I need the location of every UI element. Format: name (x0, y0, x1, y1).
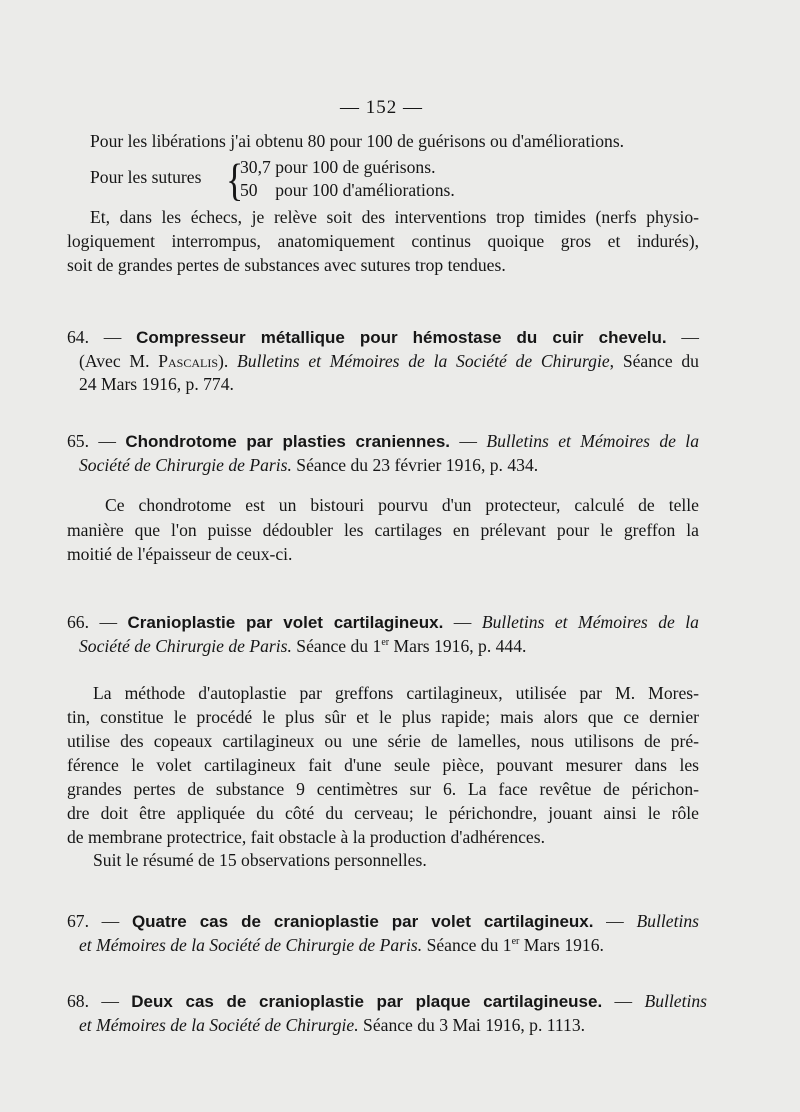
coauthor-name: Pascalis (158, 351, 219, 371)
entry-67-journal: Bulletins (636, 911, 699, 931)
entry-66-title: Cranioplastie par volet cartilagineux. (127, 613, 444, 632)
entry-66-para-line-1: La méthode d'autoplastie par greffons cartilagineux, utilisée par M. Mores- (93, 683, 699, 703)
page-number: — 152 — (340, 97, 423, 118)
entry-67-number: 67. (67, 911, 89, 931)
entry-66-para-line-3: utilise des copeaux cartilagineux ou une série de lamelles, nous utilisons de pré- (67, 731, 699, 751)
sutures-line-2-number: 50 (240, 180, 258, 200)
entry-66-para-line-7: de membrane protectrice, fait obstacle à la production d'adhérences. (67, 827, 545, 847)
entry-66-para-line-5: grandes pertes de substance 9 centimètres sur 6. La face revêtue de périchon- (67, 779, 699, 799)
sutures-line-2 (240, 179, 455, 201)
entry-66-heading: 66. — Cranioplastie par volet cartilagineux. — Bulletins et Mémoires de la (67, 612, 699, 632)
entry-66-para-line-6: dre doit être appliquée du côté du cerveau; le périchondre, jouant ainsi le rôle (67, 803, 699, 823)
entry-67-title: Quatre cas de cranioplastie par volet cartilagineux. (131, 912, 594, 931)
entry-66-source: Société de Chirurgie de Paris. Séance du 1er Mars 1916, p. 444. (79, 636, 527, 656)
entry-67-source: et Mémoires de la Société de Chirurgie de Paris. Séance du 1er Mars 1916. (79, 935, 604, 955)
echecs-line-1: Et, dans les échecs, je relève soit des interventions trop timides (nerfs physio- (90, 207, 699, 227)
entry-64-source: (Avec M. Pascalis). Bulletins et Mémoires de la Société de Chirurgie, Séance du (79, 351, 699, 371)
entry-64-heading: 64. — Compresseur métallique pour hémostase du cuir chevelu. — (67, 327, 699, 347)
echecs-line-3: soit de grandes pertes de substances avec sutures trop tendues. (67, 255, 506, 275)
entry-65-para-line-3: moitié de l'épaisseur de ceux-ci. (67, 544, 293, 564)
entry-66-summary: Suit le résumé de 15 observations personnelles. (93, 850, 427, 870)
entry-65-heading: 65. — Chondrotome par plasties craniennes. — Bulletins et Mémoires de la (67, 431, 699, 451)
entry-68-journal: Bulletins (644, 991, 708, 1011)
entry-66-number: 66. (67, 612, 89, 632)
entry-64-number: 64. (67, 327, 89, 347)
entry-64-date: 24 Mars 1916, p. 774. (79, 374, 234, 394)
sutures-line-2-text: pour 100 d'améliorations. (275, 180, 455, 200)
sutures-line-1: 30,7 pour 100 de guérisons. (240, 157, 436, 177)
entry-65-journal: Bulletins et Mémoires de la (486, 431, 699, 451)
entry-64-journal: Bulletins et Mémoires de la Société de Chirurgie (237, 351, 610, 371)
echecs-line-2: logiquement interrompus, anatomiquement continus quoique gros et indurés), (67, 231, 699, 251)
entry-66-para-line-4: férence le volet cartilagineux fait d'une seule pièce, pouvant mesurer dans les (67, 755, 699, 775)
entry-65-source: Société de Chirurgie de Paris. Séance du 23 février 1916, p. 434. (79, 455, 539, 475)
entry-67-heading: 67. — Quatre cas de cranioplastie par volet cartilagineux. — Bulletins (67, 911, 699, 931)
entry-65-title: Chondrotome par plasties craniennes. (125, 432, 451, 451)
entry-65-para-line-2: manière que l'on puisse dédoubler les cartilages en prélevant pour le greffon la (67, 520, 699, 540)
entry-65-number: 65. (67, 431, 89, 451)
entry-68-heading: 68. — Deux cas de cranioplastie par plaque cartilagineuse. — Bulletins (67, 991, 708, 1011)
entry-68-title: Deux cas de cranioplastie par plaque cartilagineuse. (131, 992, 603, 1011)
entry-65-seance: Séance du 23 février 1916, p. 434. (296, 455, 539, 475)
entry-65-para-line-1: Ce chondrotome est un bistouri pourvu d'un protecteur, calculé de telle (105, 495, 699, 515)
liberations-line: Pour les libérations j'ai obtenu 80 pour 100 de guérisons ou d'améliorations. (90, 131, 625, 151)
entry-68-source: et Mémoires de la Société de Chirurgie. Séance du 3 Mai 1916, p. 1113. (79, 1015, 586, 1035)
entry-68-number: 68. (67, 991, 89, 1011)
entry-66-para-line-2: tin, constitue le procédé le plus sûr et le plus rapide; mais alors que ce dernier (67, 707, 699, 727)
entry-64-title: Compresseur métallique pour hémostase du cuir chevelu. (136, 328, 667, 347)
entry-66-journal: Bulletins et Mémoires de la (481, 612, 699, 632)
sutures-brace: { (226, 155, 244, 205)
sutures-label: Pour les sutures (90, 167, 202, 187)
